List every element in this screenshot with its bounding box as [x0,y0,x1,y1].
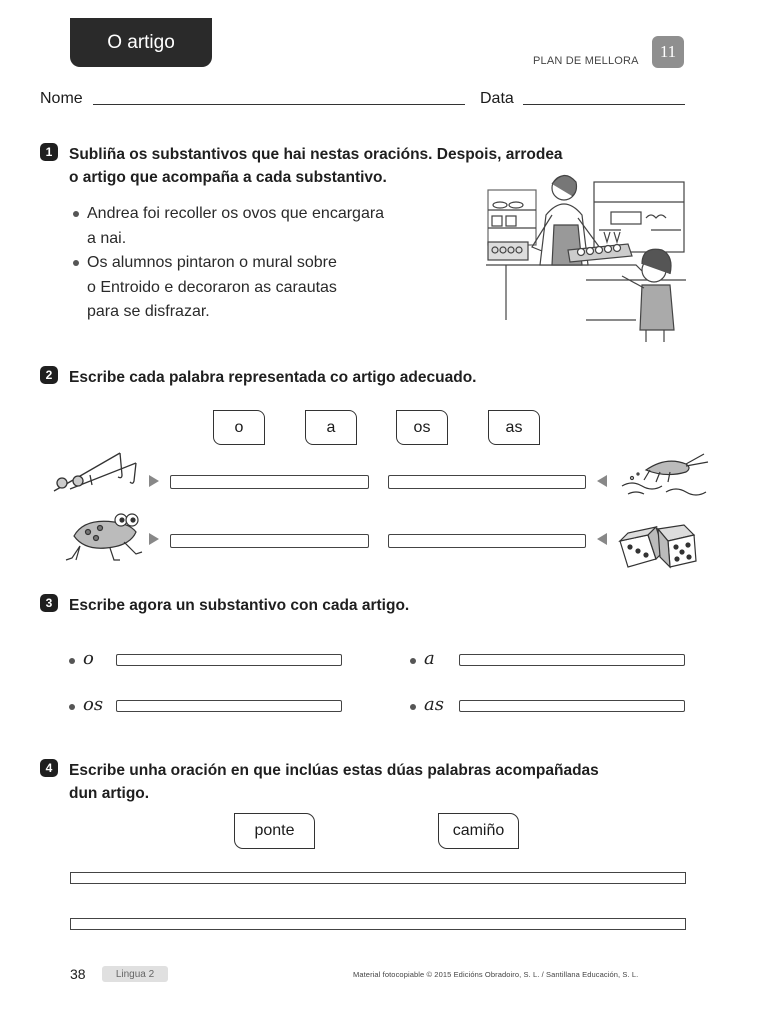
sentence-line-2[interactable] [70,918,686,930]
answer-box-frog[interactable] [170,534,369,548]
page-number: 38 [70,966,86,982]
sentence-line-1[interactable] [70,872,686,884]
sentence-1[interactable] [72,202,452,251]
copyright-notice: Material fotocopiable © 2015 Edicións Obradoiro, S. L. / Santillana Educación, S. L. [353,970,639,979]
answer-box-shrimp[interactable] [388,475,586,489]
plan-label: PLAN DE MELLORA [533,55,639,67]
sentence-2-line-2: o Entroido e decoraron as carautas [87,278,337,296]
exercise-4-instruction-line-1: Escribe unha oración en que inclúas estas dúas palabras acompañadas [69,762,599,779]
sentence-2-line-3: para se disfrazar. [87,303,210,320]
arrow-left-icon [597,475,607,487]
unit-number-badge: 11 [652,36,684,68]
noun-box-os[interactable] [116,700,342,712]
exercise-1-number: 1 [40,143,58,161]
shop-illustration [486,170,686,345]
noun-box-a[interactable] [459,654,685,666]
noun-box-o[interactable] [116,654,342,666]
exercise-2-instruction: Escribe cada palabra representada co artigo adecuado. [69,369,477,386]
arrow-right-icon [149,533,159,545]
sentence-1-line-2: a nai. [87,229,127,247]
date-label: Data [480,90,514,107]
article-as-script: as [424,694,444,715]
article-o-script: o [83,648,94,669]
sentence-2[interactable] [72,251,452,325]
frog-picture [66,512,144,562]
article-a-script: a [424,648,435,669]
bullet-icon [410,704,416,710]
sentence-2-line-1: Os alumnos pintaron o mural sobre [87,254,337,271]
name-field[interactable] [93,104,465,105]
fishing-rods-picture [50,445,142,497]
exercise-4-number: 4 [40,759,58,777]
article-box-as: as [488,410,540,445]
exercise-1-instruction-line-1: Subliña os substantivos que hai nestas oracións. Despois, arrodea [69,146,563,163]
exercise-1-sentences [72,202,452,325]
word-box-ponte: ponte [234,813,315,849]
article-box-a: a [305,410,357,445]
arrow-left-icon [597,533,607,545]
article-os-script: os [83,694,104,715]
date-field[interactable] [523,104,685,105]
exercise-1-instruction-line-2: o artigo que acompaña a cada substantivo. [69,169,387,186]
shrimp-picture [620,452,712,500]
page-title: O artigo [70,18,212,67]
exercise-3-instruction: Escribe agora un substantivo con cada artigo. [69,597,410,614]
noun-box-as[interactable] [459,700,685,712]
bullet-icon [410,658,416,664]
answer-box-rods[interactable] [170,475,369,489]
exercise-2-number: 2 [40,366,58,384]
subject-tag: Lingua 2 [102,966,168,982]
article-box-os: os [396,410,448,445]
bullet-icon [69,704,75,710]
word-box-camino: camiño [438,813,519,849]
exercise-3-number: 3 [40,594,58,612]
answer-box-dice[interactable] [388,534,586,548]
exercise-4-instruction [69,759,689,805]
dice-picture [618,515,704,571]
sentence-1-line-1: Andrea foi recoller os ovos que encargara [87,205,385,222]
name-label: Nome [40,90,83,107]
article-box-o: o [213,410,265,445]
exercise-4-instruction-line-2: dun artigo. [69,785,150,802]
bullet-icon [69,658,75,664]
arrow-right-icon [149,475,159,487]
